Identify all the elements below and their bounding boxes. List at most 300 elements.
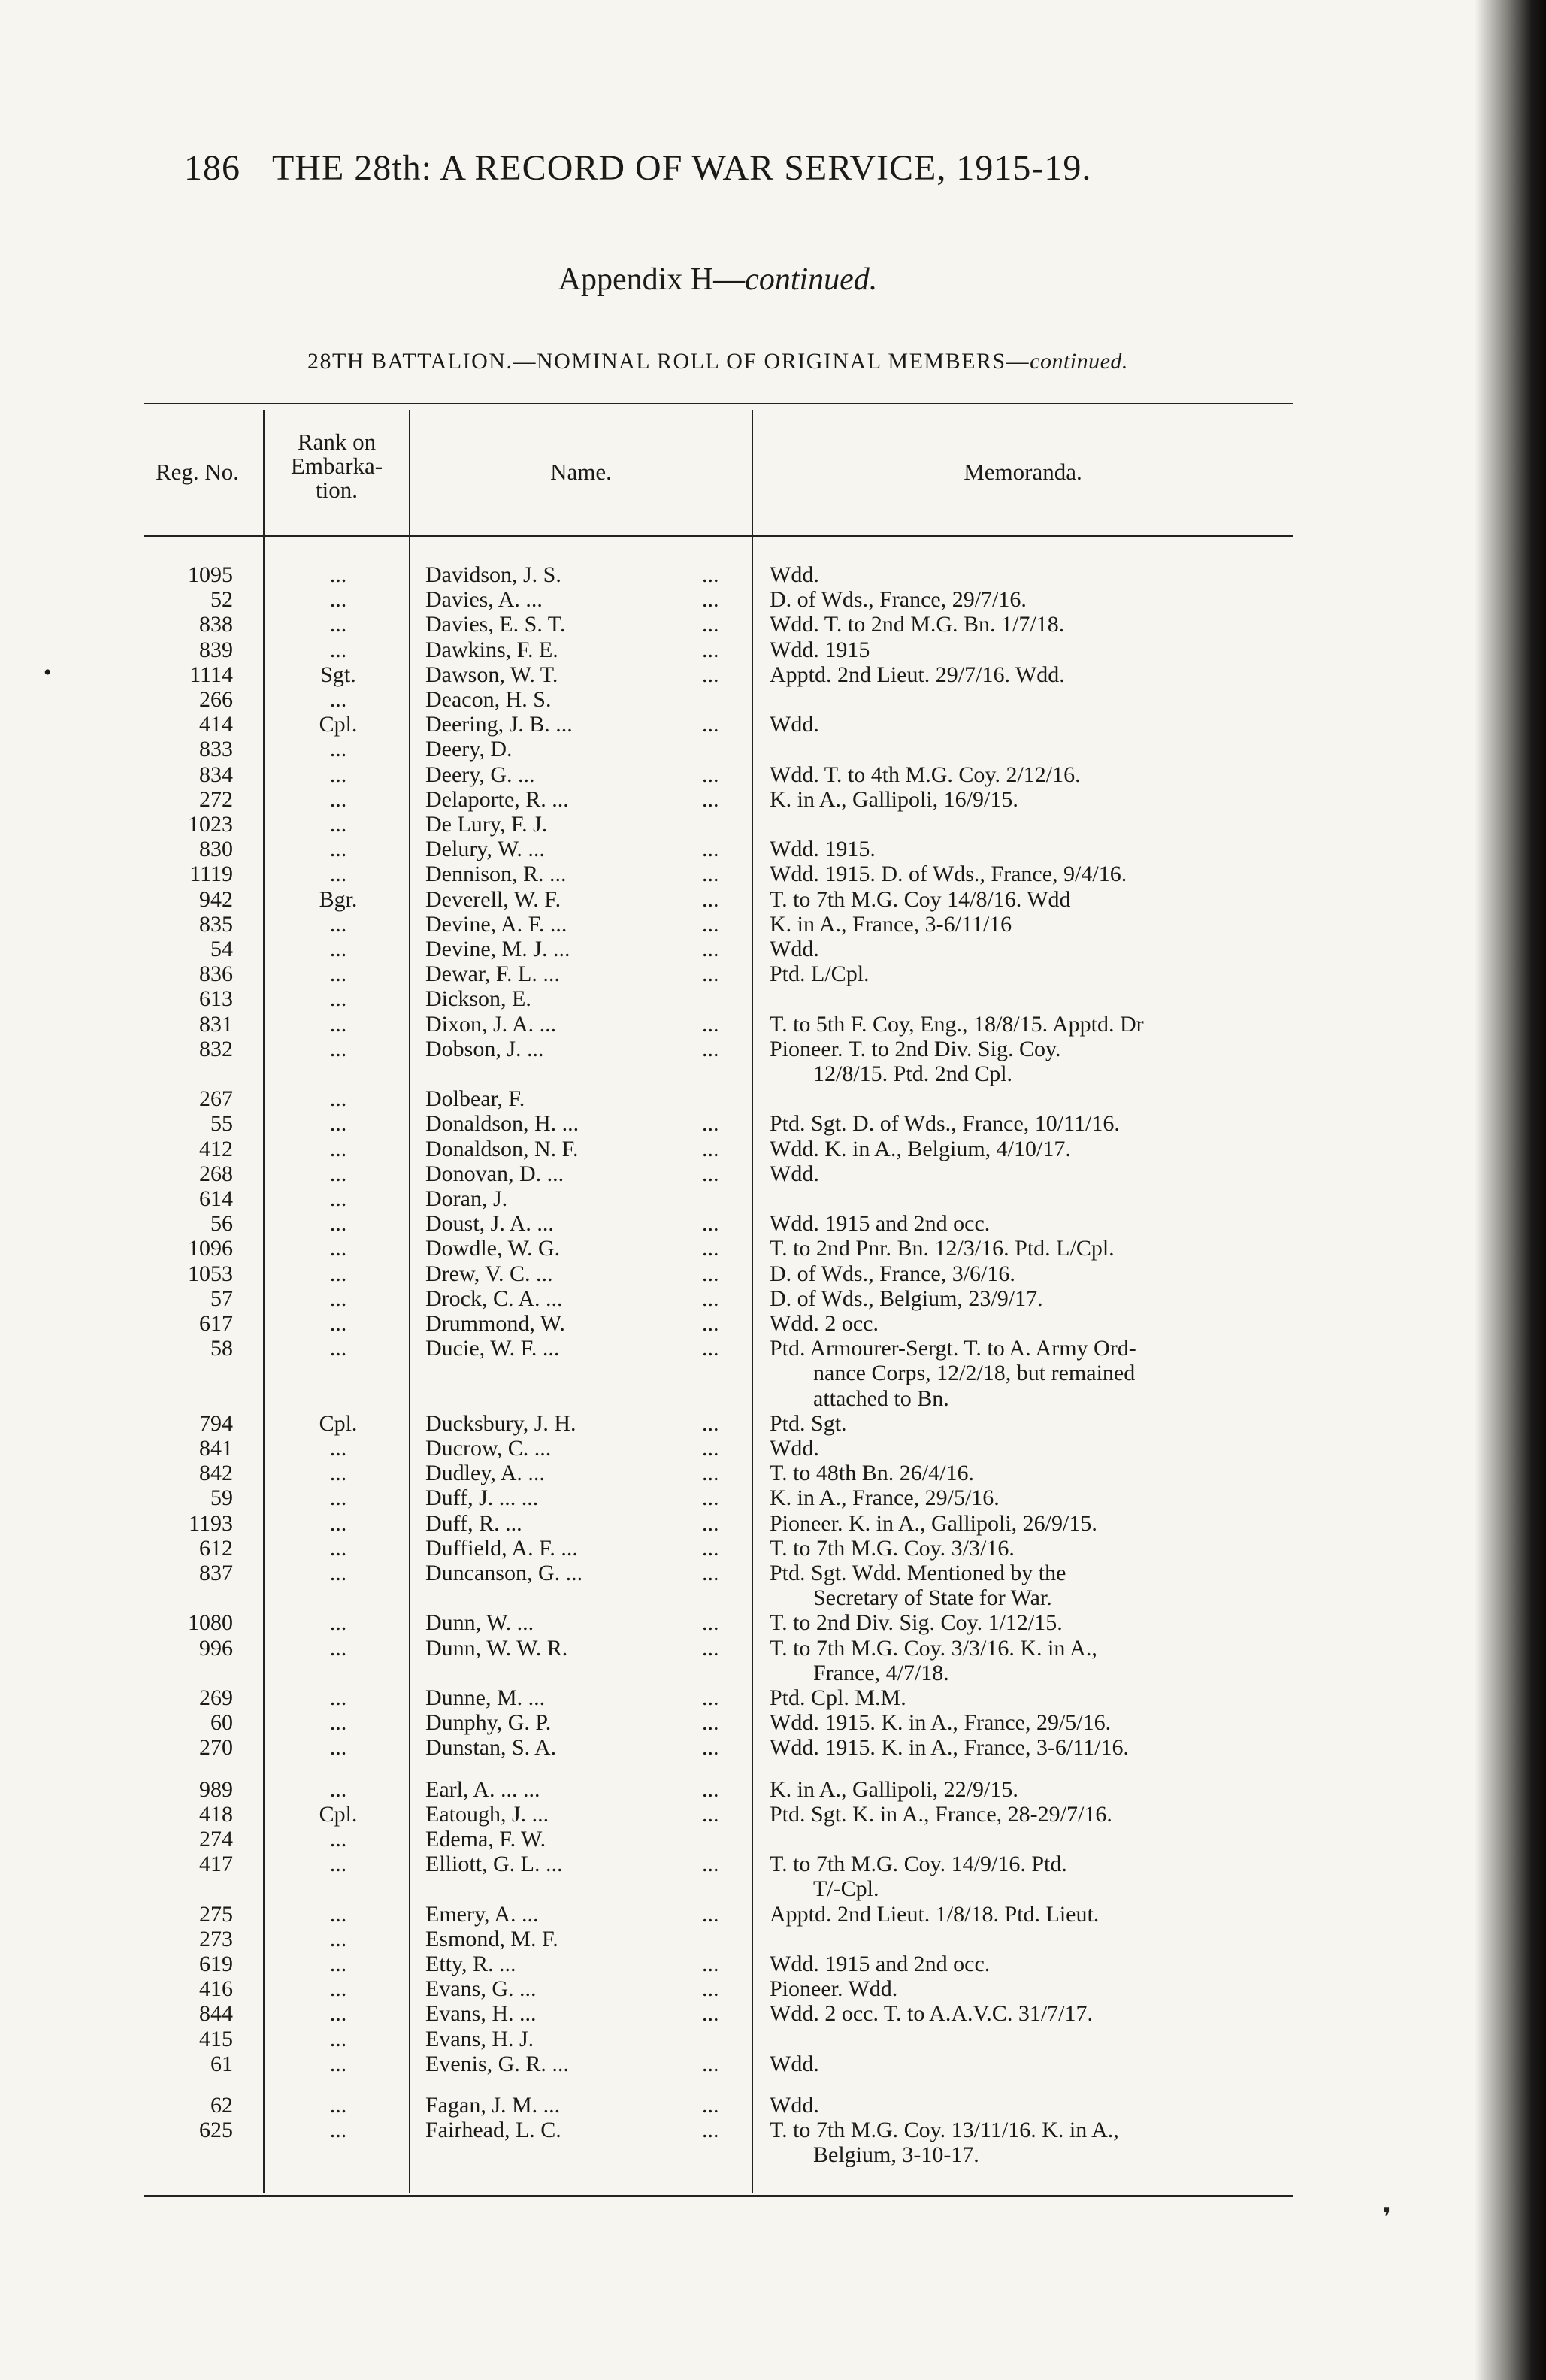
rank-cell: ... <box>329 1186 347 1211</box>
rank-cell: ... <box>329 786 347 812</box>
memoranda-continuation: attached to Bn. <box>813 1385 949 1411</box>
memoranda-cell: Apptd. 2nd Lieut. 29/7/16. Wdd. <box>770 662 1065 687</box>
reg-no-cell: 625 <box>199 2118 233 2143</box>
rank-cell: ... <box>329 1535 347 1561</box>
reg-no-cell: 61 <box>210 2051 233 2076</box>
memoranda-cell: T. to 5th F. Coy, Eng., 18/8/15. Apptd. Dr <box>770 1011 1144 1037</box>
rank-cell: ... <box>329 762 347 787</box>
name-cell: Dawkins, F. E. <box>425 637 558 662</box>
rank-cell: ... <box>329 1976 347 2002</box>
memoranda-continuation: France, 4/7/18. <box>813 1660 949 1685</box>
rank-cell: ... <box>329 861 347 887</box>
reg-no-cell: 417 <box>199 1852 233 1877</box>
name-cell: Dunn, W. ... <box>425 1610 534 1636</box>
reg-no-cell: 1023 <box>188 812 233 837</box>
memoranda-cell: Ptd. Armourer-Sergt. T. to A. Army Ord- <box>770 1336 1136 1361</box>
table-row <box>0 1186 1293 1211</box>
memoranda-cell: Wdd. 1915 and 2nd occ. <box>770 1952 991 1976</box>
leader-dots: ... <box>702 1036 719 1061</box>
rank-cell: ... <box>329 637 347 662</box>
leader-dots: ... <box>702 1285 719 1311</box>
memoranda-cell: Ptd. Sgt. <box>770 1410 847 1436</box>
name-cell: Evenis, G. R. ... <box>425 2051 569 2076</box>
table-row <box>0 662 1293 687</box>
leader-dots: ... <box>702 1710 719 1736</box>
memoranda-cell: Wdd. 1915 <box>770 637 870 662</box>
rank-cell: ... <box>329 1852 347 1877</box>
rank-cell: ... <box>329 1710 347 1736</box>
rank-cell: ... <box>329 612 347 637</box>
table-row <box>0 1852 1293 1876</box>
memoranda-cell: T. to 7th M.G. Coy. 14/9/16. Ptd. <box>770 1852 1067 1877</box>
table-row <box>0 612 1293 637</box>
reg-no-cell: 841 <box>199 1436 233 1461</box>
table-row <box>0 812 1293 837</box>
reg-no-cell: 831 <box>199 1011 233 1037</box>
reg-no-cell: 794 <box>199 1410 233 1436</box>
reg-no-cell: 619 <box>199 1952 233 1976</box>
roll-title-suffix: continued. <box>1030 349 1128 374</box>
rank-cell: ... <box>329 1926 347 1952</box>
name-cell: Delury, W. ... <box>425 837 545 862</box>
memoranda-cell: Pioneer. T. to 2nd Div. Sig. Coy. <box>770 1036 1061 1061</box>
reg-no-cell: 52 <box>210 587 233 613</box>
leader-dots: ... <box>702 911 719 937</box>
memoranda-cell: T. to 2nd Pnr. Bn. 12/3/16. Ptd. L/Cpl. <box>770 1236 1115 1261</box>
reg-no-cell: 996 <box>199 1635 233 1661</box>
reg-no-cell: 844 <box>199 2001 233 2027</box>
table-row <box>0 1485 1293 1510</box>
memoranda-cell: Wdd. <box>770 937 819 961</box>
name-cell: Davies, E. S. T. <box>425 612 566 637</box>
reg-no-cell: 268 <box>199 1161 233 1186</box>
reg-no-cell: 57 <box>210 1285 233 1311</box>
name-cell: Ducrow, C. ... <box>425 1436 552 1461</box>
leader-dots: ... <box>702 837 719 862</box>
memoranda-cell: D. of Wds., France, 29/7/16. <box>770 587 1027 613</box>
leader-dots: ... <box>702 961 719 987</box>
margin-mark: • <box>44 660 52 685</box>
rank-cell: Bgr. <box>319 886 358 912</box>
name-cell: Fagan, J. M. ... <box>425 2093 561 2118</box>
rank-cell: ... <box>329 737 347 762</box>
leader-dots: ... <box>702 1685 719 1710</box>
header-rank-line2: Embarka- <box>290 453 383 479</box>
appendix-title <box>143 262 1293 298</box>
reg-no-cell: 1053 <box>188 1261 233 1286</box>
reg-no-cell: 835 <box>199 911 233 937</box>
name-cell: Duff, J. ... ... <box>425 1485 539 1511</box>
memoranda-cell: Wdd. 1915. <box>770 837 876 862</box>
leader-dots: ... <box>702 1311 719 1336</box>
leader-dots: ... <box>702 1852 719 1877</box>
table-row <box>0 2118 1293 2142</box>
reg-no-cell: 414 <box>199 712 233 737</box>
leader-dots: ... <box>702 937 719 961</box>
memoranda-cell: K. in A., France, 29/5/16. <box>770 1485 1000 1511</box>
table-row <box>0 1012 1293 1037</box>
leader-dots: ... <box>702 1901 719 1927</box>
reg-no-cell: 1119 <box>189 861 233 887</box>
memoranda-cell: Wdd. 2 occ. <box>770 1311 879 1336</box>
rank-cell: ... <box>329 961 347 987</box>
memoranda-cell: Wdd. <box>770 2051 819 2076</box>
rank-cell: ... <box>329 1011 347 1037</box>
leader-dots: ... <box>702 1510 719 1536</box>
table-row <box>0 1735 1293 1760</box>
memoranda-continuation: 12/8/15. Ptd. 2nd Cpl. <box>813 1061 1013 1086</box>
leader-dots: ... <box>702 1976 719 2002</box>
table-row <box>0 1211 1293 1236</box>
table-row <box>0 1236 1293 1261</box>
reg-no-cell: 989 <box>199 1776 233 1802</box>
name-cell: Devine, A. F. ... <box>425 911 567 937</box>
roll-title <box>143 349 1293 374</box>
rank-cell: ... <box>329 1610 347 1636</box>
table-row <box>0 1086 1293 1111</box>
reg-no-cell: 1193 <box>189 1510 233 1536</box>
rank-cell: ... <box>329 2001 347 2027</box>
running-head <box>184 147 1327 189</box>
leader-dots: ... <box>702 1535 719 1561</box>
table-row <box>0 1286 1293 1311</box>
leader-dots: ... <box>702 587 719 613</box>
table-row <box>0 2027 1293 2051</box>
reg-no-cell: 833 <box>199 737 233 762</box>
name-cell: Dunne, M. ... <box>425 1685 546 1710</box>
name-cell: Davies, A. ... <box>425 587 543 613</box>
table-row <box>0 762 1293 787</box>
memoranda-cell: T. to 2nd Div. Sig. Coy. 1/12/15. <box>770 1610 1063 1636</box>
name-cell: Eatough, J. ... <box>425 1801 549 1827</box>
table-row <box>0 1137 1293 1161</box>
table-row <box>0 1561 1293 1585</box>
rank-cell: ... <box>329 1685 347 1710</box>
table-row <box>0 1311 1293 1336</box>
table-row <box>0 637 1293 662</box>
memoranda-cell: Ptd. L/Cpl. <box>770 961 870 987</box>
table-row <box>0 687 1293 712</box>
reg-no-cell: 1095 <box>188 562 233 587</box>
rank-cell: ... <box>329 1510 347 1536</box>
leader-dots: ... <box>702 861 719 887</box>
table-row <box>0 986 1293 1011</box>
rank-cell: ... <box>329 937 347 961</box>
memoranda-cell: Wdd. 2 occ. T. to A.A.V.C. 31/7/17. <box>770 2001 1093 2027</box>
memoranda-cell: Ptd. Sgt. Wdd. Mentioned by the <box>770 1561 1066 1585</box>
rank-cell: ... <box>329 812 347 837</box>
header-bottom-rule <box>144 535 1293 537</box>
table-row <box>0 1161 1293 1186</box>
table-row <box>0 1927 1293 1952</box>
rank-cell: ... <box>329 911 347 937</box>
table-row <box>0 1261 1293 1286</box>
rank-cell: ... <box>329 1776 347 1802</box>
rank-cell: ... <box>329 1136 347 1161</box>
reg-no-cell: 60 <box>210 1710 233 1736</box>
leader-dots: ... <box>702 2093 719 2118</box>
leader-dots: ... <box>702 1336 719 1361</box>
table-row <box>0 1802 1293 1827</box>
name-cell: Emery, A. ... <box>425 1901 539 1927</box>
table-row <box>0 2093 1293 2118</box>
reg-no-cell: 272 <box>199 786 233 812</box>
memoranda-cell: D. of Wds., France, 3/6/16. <box>770 1261 1015 1286</box>
ink-speck: ❜ <box>1383 2204 1391 2232</box>
rank-cell: ... <box>329 1285 347 1311</box>
reg-no-cell: 267 <box>199 1086 233 1112</box>
name-cell: Delaporte, R. ... <box>425 786 569 812</box>
rank-cell: ... <box>329 1827 347 1852</box>
rank-cell: ... <box>329 1161 347 1186</box>
name-cell: Drock, C. A. ... <box>425 1285 563 1311</box>
reg-no-cell: 266 <box>199 687 233 712</box>
name-cell: Deery, D. <box>425 737 513 762</box>
name-cell: Doust, J. A. ... <box>425 1211 554 1237</box>
reg-no-cell: 1080 <box>188 1610 233 1636</box>
page-edge-shadow <box>1475 0 1546 2380</box>
memoranda-cell: Apptd. 2nd Lieut. 1/8/18. Ptd. Lieut. <box>770 1901 1100 1927</box>
reg-no-cell: 613 <box>199 986 233 1012</box>
rank-cell: Cpl. <box>319 1801 358 1827</box>
name-cell: Dewar, F. L. ... <box>425 961 560 987</box>
rank-cell: ... <box>329 687 347 712</box>
rank-cell: ... <box>329 1735 347 1761</box>
reg-no-cell: 273 <box>199 1926 233 1952</box>
name-cell: Dunn, W. W. R. <box>425 1635 568 1661</box>
table-row <box>0 712 1293 737</box>
rank-cell: ... <box>329 1111 347 1137</box>
table-row <box>0 737 1293 762</box>
table-row <box>0 887 1293 912</box>
leader-dots: ... <box>702 886 719 912</box>
table-row <box>0 1777 1293 1802</box>
memoranda-cell: Wdd. 1915. D. of Wds., France, 9/4/16. <box>770 861 1127 887</box>
rank-cell: ... <box>329 1461 347 1486</box>
name-cell: Evans, H. ... <box>425 2001 537 2027</box>
memoranda-cell: Pioneer. Wdd. <box>770 1976 898 2002</box>
reg-no-cell: 942 <box>199 886 233 912</box>
table-row <box>0 1111 1293 1136</box>
memoranda-cell: Wdd. 1915. K. in A., France, 3-6/11/16. <box>770 1735 1129 1761</box>
table-row <box>0 2001 1293 2026</box>
leader-dots: ... <box>702 637 719 662</box>
rank-cell: Cpl. <box>319 1410 358 1436</box>
reg-no-cell: 834 <box>199 762 233 787</box>
name-cell: Deverell, W. F. <box>425 886 561 912</box>
leader-dots: ... <box>702 1635 719 1661</box>
leader-dots: ... <box>702 1211 719 1237</box>
name-cell: Deacon, H. S. <box>425 687 552 712</box>
table-row <box>0 1536 1293 1561</box>
reg-no-cell: 612 <box>199 1535 233 1561</box>
memoranda-cell: T. to 7th M.G. Coy 14/8/16. Wdd <box>770 886 1071 912</box>
table-row <box>0 2051 1293 2076</box>
name-cell: Deering, J. B. ... <box>425 712 573 737</box>
leader-dots: ... <box>702 562 719 587</box>
table-row <box>0 961 1293 986</box>
reg-no-cell: 839 <box>199 637 233 662</box>
reg-no-cell: 62 <box>210 2093 233 2118</box>
name-cell: Dennison, R. ... <box>425 861 567 887</box>
name-cell: Evans, H. J. <box>425 2026 534 2051</box>
running-head-title: THE 28th: A RECORD OF WAR SERVICE, 1915-19. <box>272 148 1092 188</box>
rank-cell: ... <box>329 1236 347 1261</box>
name-cell: Ducksbury, J. H. <box>425 1410 576 1436</box>
name-cell: Ducie, W. F. ... <box>425 1336 560 1361</box>
memoranda-cell: Ptd. Sgt. D. of Wds., France, 10/11/16. <box>770 1111 1120 1137</box>
table-row <box>0 1610 1293 1635</box>
name-cell: Etty, R. ... <box>425 1952 516 1976</box>
name-cell: Duff, R. ... <box>425 1510 522 1536</box>
memoranda-cell: Wdd. 1915 and 2nd occ. <box>770 1211 991 1237</box>
memoranda-cell: Wdd. <box>770 562 819 587</box>
leader-dots: ... <box>702 1111 719 1137</box>
table-row <box>0 1411 1293 1436</box>
reg-no-cell: 55 <box>210 1111 233 1137</box>
table-row <box>0 1511 1293 1536</box>
leader-dots: ... <box>702 612 719 637</box>
memoranda-cell: Wdd. <box>770 712 819 737</box>
memoranda-continuation: T/-Cpl. <box>813 1876 879 1902</box>
name-cell: Dudley, A. ... <box>425 1461 545 1486</box>
reg-no-cell: 415 <box>199 2026 233 2051</box>
memoranda-cell: Wdd. <box>770 2093 819 2118</box>
reg-no-cell: 837 <box>199 1561 233 1585</box>
table-row <box>0 1952 1293 1976</box>
rank-cell: ... <box>329 1952 347 1976</box>
table-row <box>0 837 1293 861</box>
name-cell: Earl, A. ... ... <box>425 1776 540 1802</box>
reg-no-cell: 58 <box>210 1336 233 1361</box>
memoranda-cell: T. to 7th M.G. Coy. 13/11/16. K. in A., <box>770 2118 1119 2143</box>
leader-dots: ... <box>702 1485 719 1511</box>
leader-dots: ... <box>702 662 719 687</box>
table-row <box>0 937 1293 961</box>
header-reg-no: Reg. No. <box>155 459 240 485</box>
leader-dots: ... <box>702 1011 719 1037</box>
name-cell: Dunphy, G. P. <box>425 1710 552 1736</box>
name-cell: Duffield, A. F. ... <box>425 1535 578 1561</box>
leader-dots: ... <box>702 2118 719 2143</box>
roll-title-main: 28TH BATTALION.—NOMINAL ROLL OF ORIGINAL MEMBERS— <box>307 349 1030 374</box>
leader-dots: ... <box>702 2051 719 2076</box>
table-row <box>0 1336 1293 1361</box>
name-cell: Drew, V. C. ... <box>425 1261 553 1286</box>
table-row <box>0 1976 1293 2001</box>
leader-dots: ... <box>702 1735 719 1761</box>
leader-dots: ... <box>702 1410 719 1436</box>
name-cell: Duncanson, G. ... <box>425 1561 583 1585</box>
rank-cell: Sgt. <box>320 662 356 687</box>
table-row <box>0 1710 1293 1735</box>
rank-cell: ... <box>329 2026 347 2051</box>
leader-dots: ... <box>702 1610 719 1636</box>
name-cell: Dowdle, W. G. <box>425 1236 561 1261</box>
rank-cell: ... <box>329 1036 347 1061</box>
leader-dots: ... <box>702 786 719 812</box>
table-row <box>0 1827 1293 1852</box>
leader-dots: ... <box>702 1776 719 1802</box>
rank-cell: ... <box>329 1635 347 1661</box>
table-row <box>0 1461 1293 1485</box>
reg-no-cell: 418 <box>199 1801 233 1827</box>
memoranda-cell: Wdd. T. to 4th M.G. Coy. 2/12/16. <box>770 762 1081 787</box>
name-cell: Davidson, J. S. <box>425 562 561 587</box>
memoranda-cell: D. of Wds., Belgium, 23/9/17. <box>770 1285 1043 1311</box>
name-cell: Fairhead, L. C. <box>425 2118 561 2143</box>
name-cell: Esmond, M. F. <box>425 1926 558 1952</box>
table-row <box>0 1636 1293 1661</box>
rank-cell: ... <box>329 1311 347 1336</box>
header-rank-line3: tion. <box>316 477 358 503</box>
reg-no-cell: 274 <box>199 1827 233 1852</box>
name-cell: Elliott, G. L. ... <box>425 1852 563 1877</box>
name-cell: Dolbear, F. <box>425 1086 525 1112</box>
header-memoranda: Memoranda. <box>964 459 1082 485</box>
leader-dots: ... <box>702 1236 719 1261</box>
memoranda-cell: Wdd. <box>770 1161 819 1186</box>
rank-cell: Cpl. <box>319 712 358 737</box>
header-name: Name. <box>550 459 612 485</box>
memoranda-cell: Wdd. K. in A., Belgium, 4/10/17. <box>770 1136 1071 1161</box>
memoranda-cell: Ptd. Sgt. K. in A., France, 28-29/7/16. <box>770 1801 1112 1827</box>
reg-no-cell: 416 <box>199 1976 233 2002</box>
memoranda-cell: K. in A., Gallipoli, 22/9/15. <box>770 1776 1018 1802</box>
rank-cell: ... <box>329 1261 347 1286</box>
reg-no-cell: 836 <box>199 961 233 987</box>
rank-cell: ... <box>329 1901 347 1927</box>
rank-cell: ... <box>329 1211 347 1237</box>
rank-cell: ... <box>329 2118 347 2143</box>
memoranda-cell: Ptd. Cpl. M.M. <box>770 1685 906 1710</box>
rank-cell: ... <box>329 562 347 587</box>
table-row <box>0 912 1293 937</box>
memoranda-cell: T. to 7th M.G. Coy. 3/3/16. K. in A., <box>770 1635 1097 1661</box>
rank-cell: ... <box>329 837 347 862</box>
name-cell: Dunstan, S. A. <box>425 1735 557 1761</box>
reg-no-cell: 838 <box>199 612 233 637</box>
memoranda-cell: T. to 7th M.G. Coy. 3/3/16. <box>770 1535 1015 1561</box>
memoranda-continuation: nance Corps, 12/2/18, but remained <box>813 1361 1136 1386</box>
name-cell: Edema, F. W. <box>425 1827 546 1852</box>
table-row <box>0 1037 1293 1061</box>
leader-dots: ... <box>702 1561 719 1585</box>
rank-cell: ... <box>329 1086 347 1112</box>
leader-dots: ... <box>702 1161 719 1186</box>
reg-no-cell: 830 <box>199 837 233 862</box>
rank-cell: ... <box>329 1561 347 1585</box>
reg-no-cell: 275 <box>199 1901 233 1927</box>
name-cell: Evans, G. ... <box>425 1976 537 2002</box>
name-cell: Donaldson, H. ... <box>425 1111 579 1137</box>
reg-no-cell: 54 <box>210 937 233 961</box>
leader-dots: ... <box>702 762 719 787</box>
reg-no-cell: 270 <box>199 1735 233 1761</box>
memoranda-cell: Pioneer. K. in A., Gallipoli, 26/9/15. <box>770 1510 1097 1536</box>
rank-cell: ... <box>329 1436 347 1461</box>
memoranda-continuation: Belgium, 3-10-17. <box>813 2142 979 2168</box>
name-cell: Dobson, J. ... <box>425 1036 544 1061</box>
reg-no-cell: 842 <box>199 1461 233 1486</box>
page-number: 186 <box>184 148 241 188</box>
memoranda-cell: K. in A., Gallipoli, 16/9/15. <box>770 786 1018 812</box>
memoranda-cell: T. to 48th Bn. 26/4/16. <box>770 1461 974 1486</box>
leader-dots: ... <box>702 1261 719 1286</box>
memoranda-cell: Wdd. T. to 2nd M.G. Bn. 1/7/18. <box>770 612 1065 637</box>
memoranda-cell: Wdd. <box>770 1436 819 1461</box>
appendix-title-main: Appendix H— <box>558 262 746 297</box>
